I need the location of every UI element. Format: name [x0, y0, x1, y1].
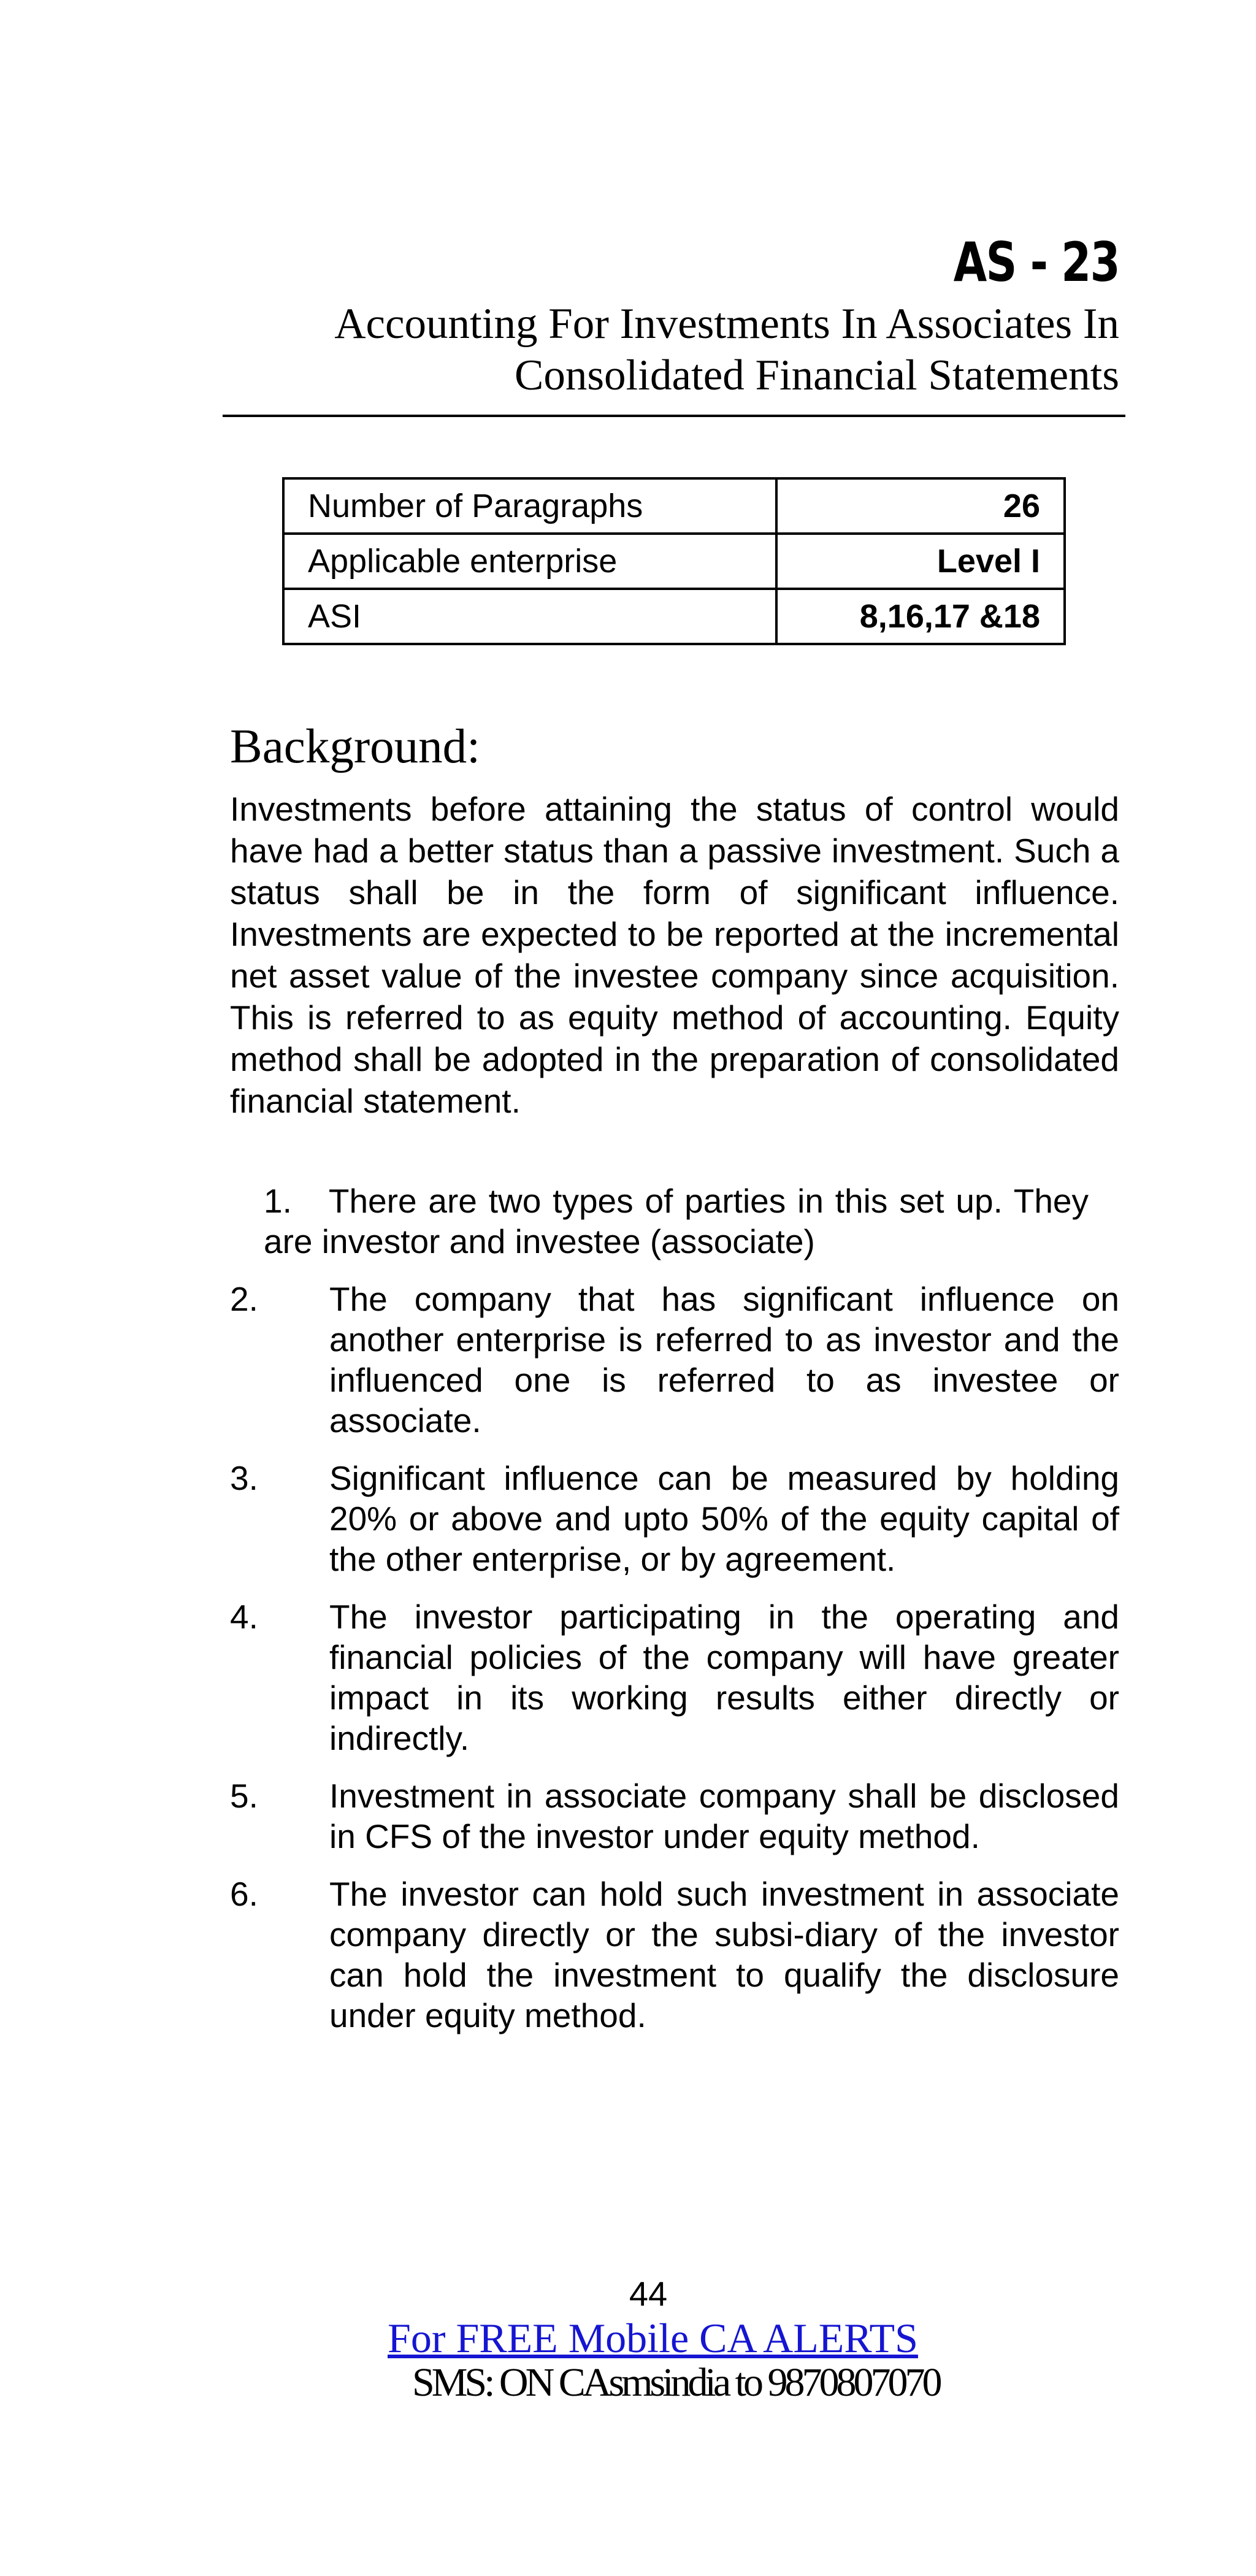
- list-item-text: The investor participating in the operating and financial policies of the company will have greater impact in its working results either directly or indirectly.: [329, 1598, 1119, 1757]
- list-item-text: Significant influence can be measured by holding 20% or above and upto 50% of the equity capital of the other enterprise, or by agreement.: [329, 1459, 1119, 1578]
- list-item: [230, 1776, 1119, 1857]
- table-row: [283, 478, 1065, 534]
- ca-alerts-link[interactable]: For FREE Mobile CA ALERTS: [388, 2315, 918, 2361]
- list-item-text: The investor can hold such investment in associate company directly or the subsi-diary of the investor can hold the investment to qualify the disclosure under equity method.: [329, 1875, 1119, 2034]
- list-item-number: 1.: [264, 1182, 292, 1220]
- background-paragraph: Investments before attaining the status of control would have had a better status than a passive investment. Such a status shall be in the form of significant influence. Investments are expected to be reported at the incremental net asset value of the investee company since acquisition. This is referred to as equity method of accounting. Equity method shall be adopted in the preparation of consolidated financial statement.: [230, 790, 1119, 1120]
- list-item: [264, 1181, 1089, 1262]
- info-table: [282, 477, 1066, 645]
- list-item-text: Investment in associate company shall be disclosed in CFS of the investor under equity method.: [329, 1777, 1119, 1855]
- list-item-number: 6.: [230, 1875, 258, 1913]
- table-label: Applicable enterprise: [283, 534, 776, 589]
- sms-instruction: SMS: ON CAsmsindia to 9870807070: [412, 2360, 940, 2405]
- list-item: [230, 1597, 1119, 1758]
- standard-header: [221, 232, 1119, 401]
- standard-title: [221, 298, 1119, 401]
- table-row: [283, 534, 1065, 589]
- table-value: 26: [776, 478, 1065, 534]
- table-value: Level I: [776, 534, 1065, 589]
- standard-title-line-2: Consolidated Financial Statements: [515, 351, 1119, 399]
- standard-title-line-1: Accounting For Investments In Associates In: [334, 300, 1119, 348]
- list-item-number: 5.: [230, 1777, 258, 1815]
- background-heading: Background:: [230, 720, 481, 773]
- table-label: Number of Paragraphs: [283, 478, 776, 534]
- list-item-number: 4.: [230, 1598, 258, 1636]
- page-footer: [0, 2272, 1256, 2405]
- list-item: [230, 1458, 1119, 1579]
- list-item-text: The company that has significant influence on another enterprise is referred to as investor and the influenced one is referred to as investee or associate.: [329, 1280, 1119, 1439]
- list-item-number: 2.: [230, 1280, 258, 1318]
- standard-number: AS - 23: [953, 231, 1119, 294]
- table-label: ASI: [283, 589, 776, 644]
- list-item: [230, 1279, 1119, 1441]
- page-number: 44: [629, 2274, 668, 2313]
- list-item: [230, 1874, 1119, 2036]
- numbered-list: [230, 1279, 1119, 2053]
- table-value: 8,16,17 &18: [776, 589, 1065, 644]
- header-divider: [223, 415, 1125, 417]
- table-row: [283, 589, 1065, 644]
- list-item-number: 3.: [230, 1459, 258, 1497]
- list-item-text: There are two types of parties in this set up. They are investor and investee (associate): [264, 1182, 1089, 1260]
